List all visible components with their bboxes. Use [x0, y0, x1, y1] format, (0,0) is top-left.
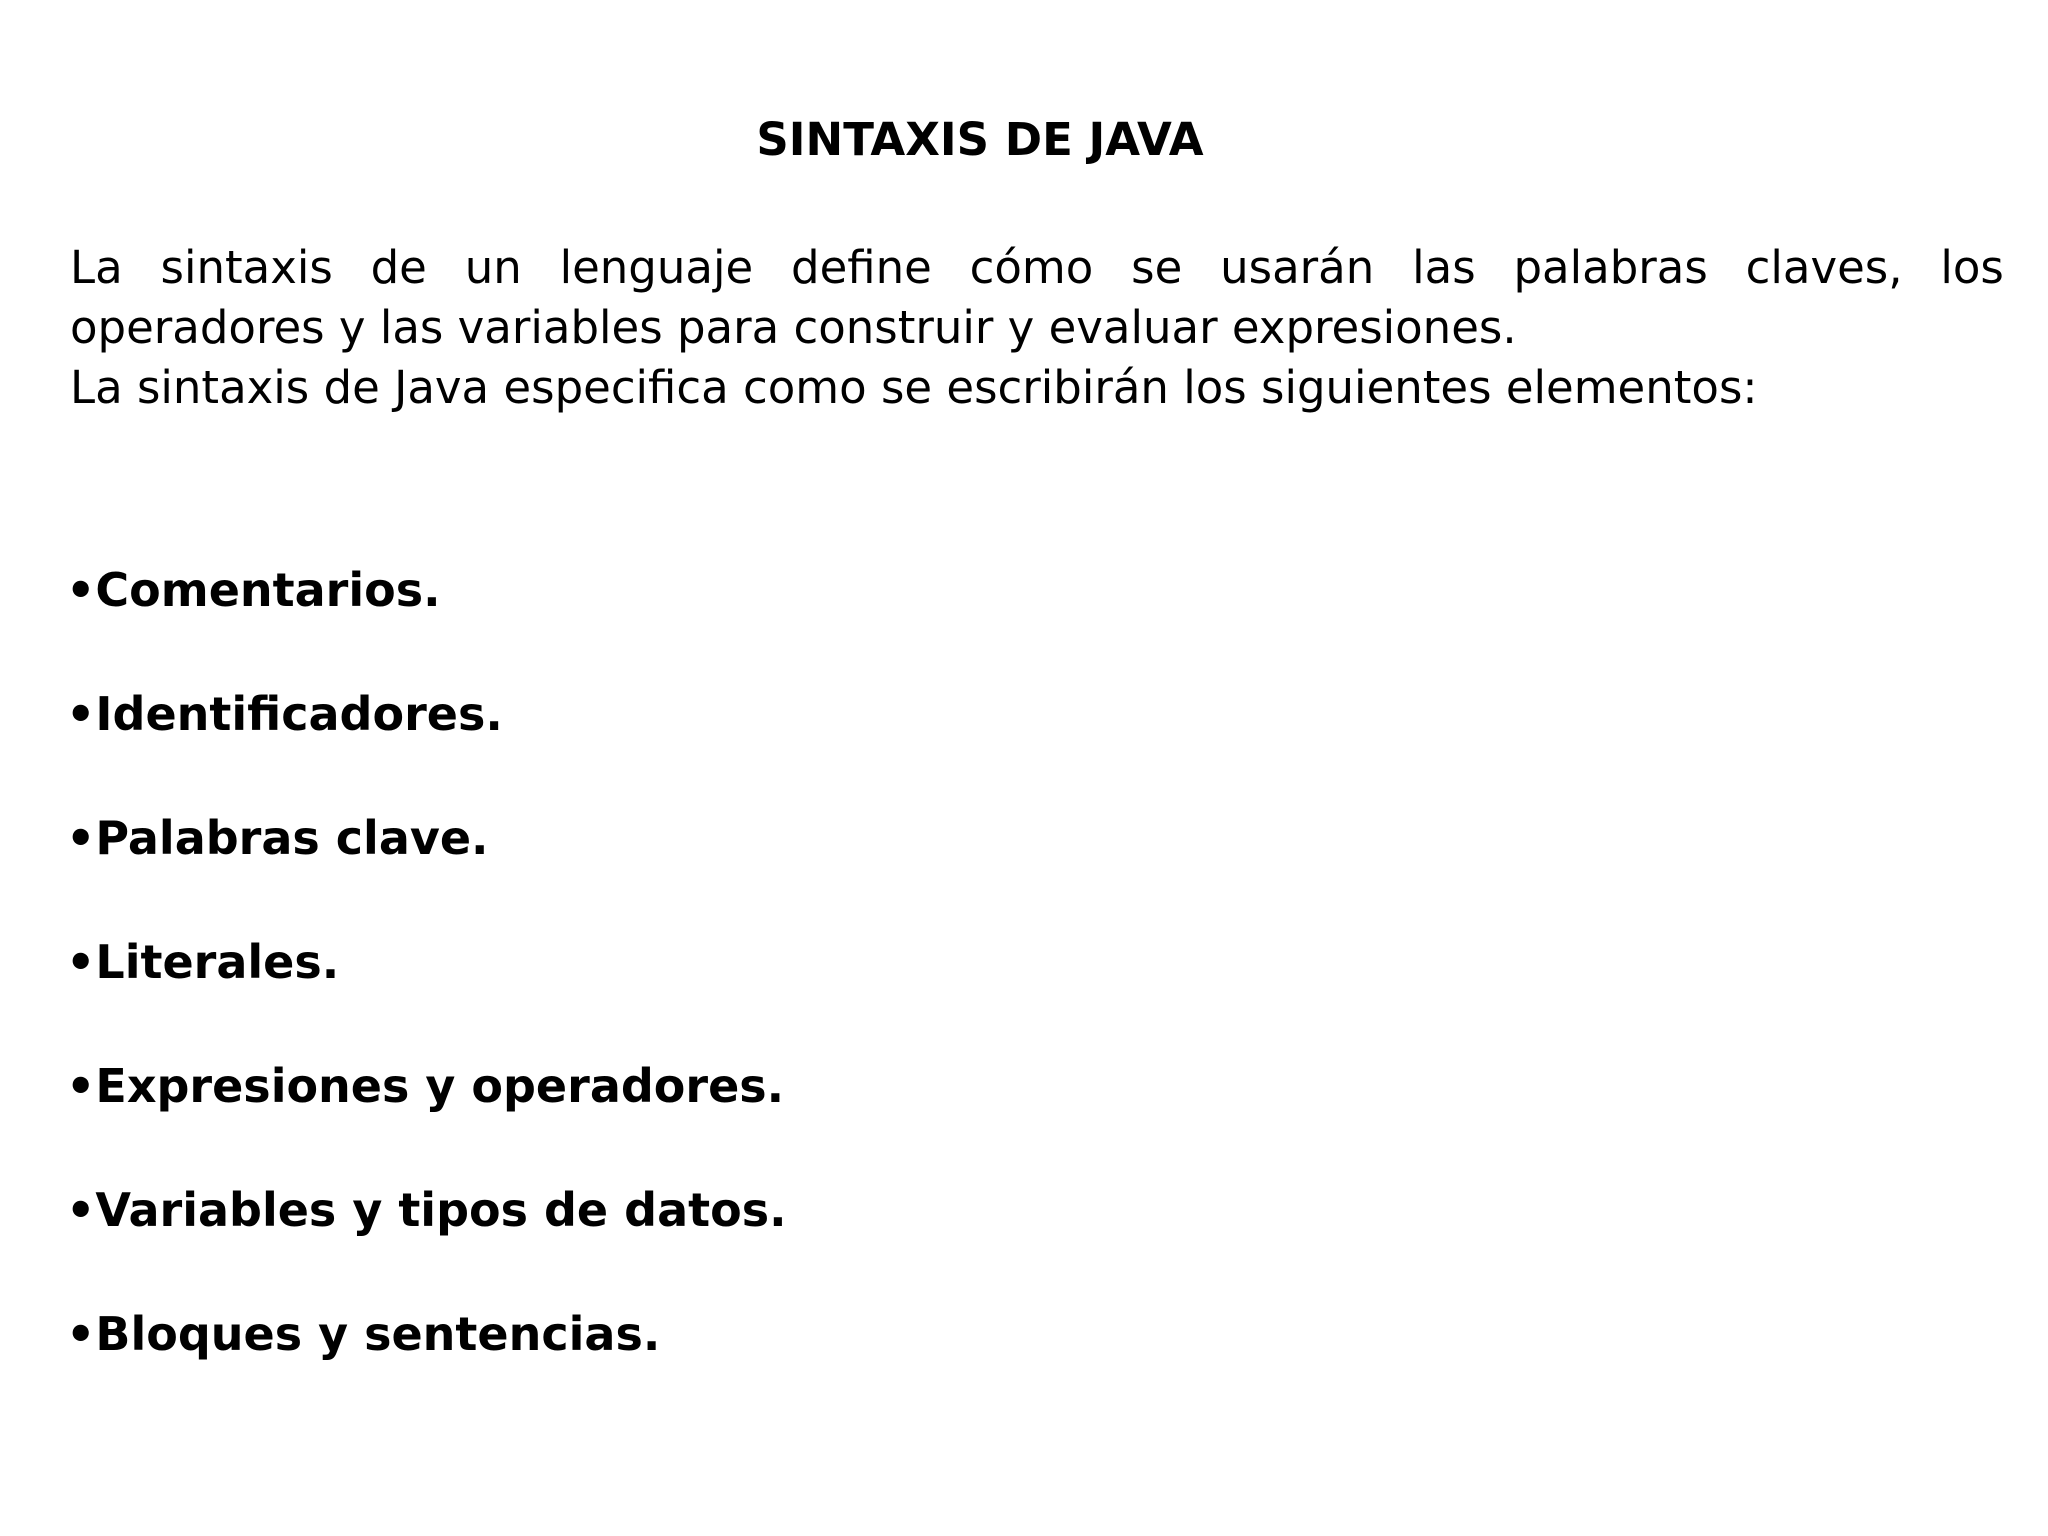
intro-word: palabras: [1513, 241, 1708, 294]
intro-word: de: [370, 241, 427, 294]
intro-word: sintaxis: [160, 241, 333, 294]
list-item-label: Literales.: [95, 935, 340, 989]
intro-paragraph: [70, 238, 2004, 418]
bullet-icon: •: [66, 1307, 96, 1361]
bullet-icon: •: [66, 935, 96, 989]
intro-word: se: [1131, 241, 1183, 294]
bullet-icon: •: [66, 687, 96, 741]
intro-word: usarán: [1220, 241, 1375, 294]
intro-word: lenguaje: [559, 241, 754, 294]
list-item: [66, 808, 787, 932]
intro-word: los: [1940, 241, 2004, 294]
intro-word: cómo: [969, 241, 1094, 294]
list-item: [66, 1304, 787, 1428]
intro-word: las: [1412, 241, 1476, 294]
intro-line-3: La sintaxis de Java especifica como se escribirán los siguientes elementos:: [70, 361, 1758, 414]
page-title: SINTAXIS DE JAVA: [756, 113, 1204, 166]
bullet-icon: •: [66, 1059, 96, 1113]
intro-word: un: [464, 241, 522, 294]
list-item: [66, 560, 787, 684]
list-item-label: Expresiones y operadores.: [95, 1059, 785, 1113]
bullet-icon: •: [66, 811, 96, 865]
intro-word: La: [70, 241, 123, 294]
bullet-icon: •: [66, 1183, 96, 1237]
bullet-icon: •: [66, 563, 96, 617]
list-item: [66, 932, 787, 1056]
elements-list: [66, 560, 787, 1428]
list-item: [66, 1056, 787, 1180]
list-item: [66, 1180, 787, 1304]
intro-line-1: [70, 238, 2004, 298]
intro-word: claves,: [1745, 241, 1903, 294]
list-item-label: Comentarios.: [95, 563, 441, 617]
list-item-label: Variables y tipos de datos.: [95, 1183, 787, 1237]
list-item-label: Palabras clave.: [95, 811, 489, 865]
list-item: [66, 684, 787, 808]
intro-line-2: operadores y las variables para construir y evaluar expresiones.: [70, 301, 1517, 354]
intro-word: define: [791, 241, 932, 294]
list-item-label: Identificadores.: [95, 687, 503, 741]
list-item-label: Bloques y sentencias.: [95, 1307, 661, 1361]
